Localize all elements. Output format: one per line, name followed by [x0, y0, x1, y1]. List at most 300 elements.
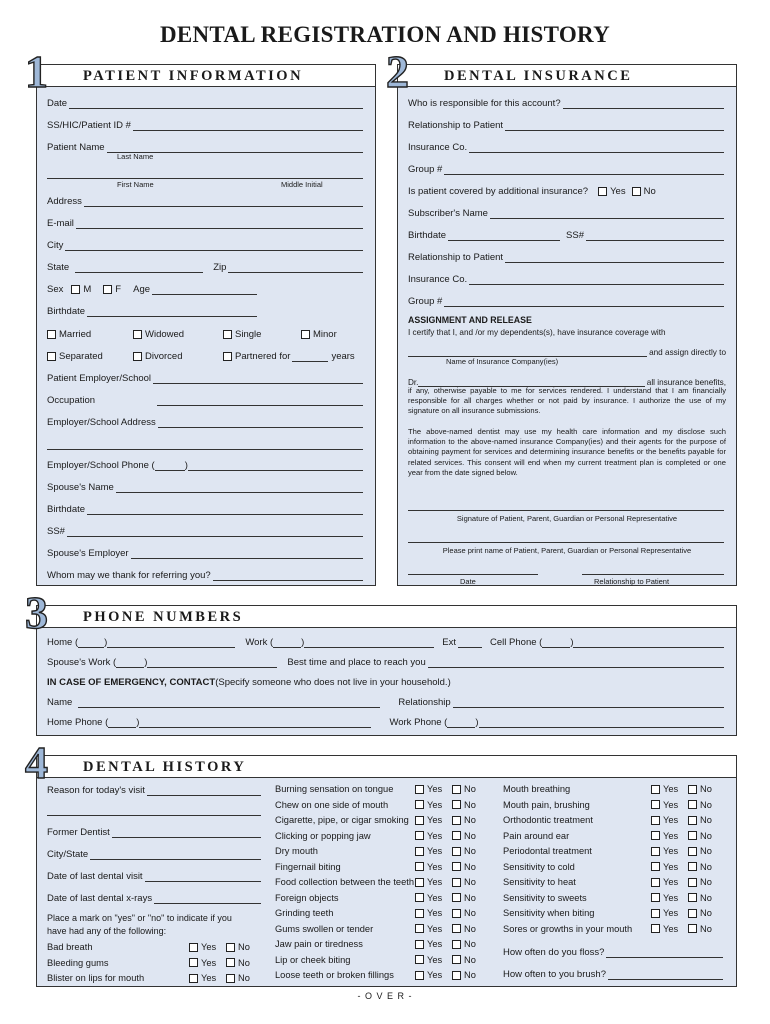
- no-checkbox[interactable]: [688, 831, 697, 840]
- widowed-label: Widowed: [145, 329, 185, 340]
- subscriber-label: Subscriber's Name: [408, 208, 488, 219]
- spouse-work-area-field[interactable]: [116, 658, 144, 668]
- no-checkbox[interactable]: [452, 862, 461, 871]
- no-checkbox[interactable]: [688, 909, 697, 918]
- section-title: PHONE NUMBERS: [83, 609, 244, 625]
- zip-field[interactable]: [228, 263, 363, 273]
- no-label: No: [464, 846, 476, 856]
- certify-text: I certify that I, and /or my dependents(s), have insurance coverage with: [408, 328, 666, 337]
- floss-field[interactable]: [606, 948, 723, 958]
- history-item-label: Gums swollen or tender: [275, 923, 374, 934]
- work-area-field[interactable]: [273, 638, 301, 648]
- city-state-label: City/State: [47, 849, 89, 860]
- paren: ): [104, 637, 108, 648]
- no-label: No: [700, 846, 712, 856]
- reason-field[interactable]: [147, 786, 261, 796]
- yes-label: Yes: [663, 830, 679, 841]
- employer-address-label: Employer/School Address: [47, 417, 156, 428]
- phone-numbers-section: [25, 587, 737, 736]
- city-field[interactable]: [65, 241, 363, 251]
- emergency-relationship-label: Relationship: [398, 697, 451, 708]
- no-label: No: [464, 939, 476, 949]
- sex-label: Sex: [47, 284, 64, 295]
- spouse-work-phone-field[interactable]: [147, 658, 277, 668]
- cell-phone-field[interactable]: [573, 638, 724, 648]
- employer-field[interactable]: [153, 374, 363, 384]
- home-label: Home (: [47, 637, 79, 648]
- emergency-work-phone-label: Work Phone (: [389, 717, 448, 728]
- no-checkbox[interactable]: [226, 974, 235, 983]
- no-checkbox[interactable]: [452, 816, 461, 825]
- yes-label: Yes: [427, 954, 443, 965]
- no-label: No: [700, 815, 712, 825]
- no-checkbox[interactable]: [452, 785, 461, 794]
- yes-checkbox[interactable]: [415, 816, 424, 825]
- relationship2-label: Relationship to Patient: [408, 252, 504, 263]
- last-visit-field[interactable]: [145, 872, 261, 882]
- sign-relationship-field[interactable]: [582, 565, 724, 575]
- instruction-text-2: have had any of the following:: [47, 926, 167, 936]
- yes-label: Yes: [427, 970, 443, 980]
- paren: ): [144, 657, 148, 668]
- print-name-field[interactable]: [408, 533, 724, 543]
- insurance-co-field[interactable]: [469, 143, 724, 153]
- work-phone-field[interactable]: [304, 638, 434, 648]
- paren: ): [301, 637, 305, 648]
- no-checkbox[interactable]: [452, 878, 461, 887]
- employer-label: Patient Employer/School: [47, 373, 152, 384]
- reason-label: Reason for today's visit: [47, 785, 145, 796]
- subscriber-ss-field[interactable]: [586, 231, 724, 241]
- history-item: [275, 860, 489, 874]
- spouse-birthdate-label: Birthdate: [47, 504, 86, 515]
- no-label: No: [700, 830, 712, 841]
- history-item: [503, 875, 725, 889]
- paren: ): [136, 717, 140, 728]
- spouse-ss-label: SS#: [47, 526, 65, 537]
- yes-checkbox[interactable]: [651, 924, 660, 933]
- subscriber-birthdate-field[interactable]: [448, 231, 560, 241]
- referral-field[interactable]: [213, 571, 363, 581]
- date-field[interactable]: [69, 99, 363, 109]
- emergency-name-field[interactable]: [78, 698, 380, 708]
- age-field[interactable]: [152, 285, 257, 295]
- employer-phone-area-field[interactable]: [155, 461, 185, 471]
- email-label: E-mail: [47, 218, 74, 229]
- history-item: [275, 798, 489, 812]
- divorced-checkbox[interactable]: [133, 352, 142, 361]
- no-label: No: [464, 970, 476, 980]
- responsible-field[interactable]: [563, 99, 724, 109]
- last-xrays-label: Date of last dental x-rays: [47, 893, 153, 904]
- middle-initial-caption: Middle Initial: [281, 180, 323, 189]
- separated-label: Separated: [59, 351, 103, 362]
- history-item-label: Blister on lips for mouth: [47, 973, 145, 983]
- yes-checkbox[interactable]: [415, 924, 424, 933]
- referral-label: Whom may we thank for referring you?: [47, 570, 211, 581]
- spouse-birthdate-field[interactable]: [87, 505, 363, 515]
- no-checkbox[interactable]: [452, 909, 461, 918]
- spouse-name-label: Spouse's Name: [47, 482, 114, 493]
- no-checkbox[interactable]: [688, 785, 697, 794]
- group2-field[interactable]: [444, 297, 724, 307]
- spouse-name-field[interactable]: [116, 483, 363, 493]
- first-name-field[interactable]: [47, 169, 363, 179]
- history-item: [275, 875, 489, 889]
- state-field[interactable]: [75, 263, 203, 273]
- history-item-label: Sores or growths in your mouth: [503, 923, 633, 934]
- employer-phone-field[interactable]: [188, 461, 363, 471]
- group-label: Group #: [408, 164, 443, 175]
- address-field[interactable]: [84, 197, 363, 207]
- yes-label: Yes: [427, 830, 443, 841]
- no-checkbox[interactable]: [688, 893, 697, 902]
- insurance-co2-field[interactable]: [469, 275, 724, 285]
- no-label: No: [700, 799, 712, 810]
- emergency-home-area-field[interactable]: [108, 718, 136, 728]
- yes-label: Yes: [663, 877, 679, 887]
- no-label: No: [464, 923, 476, 934]
- no-checkbox[interactable]: [452, 940, 461, 949]
- history-item: [503, 906, 725, 920]
- no-label: No: [643, 186, 656, 197]
- yes-checkbox[interactable]: [415, 878, 424, 887]
- spouse-ss-field[interactable]: [67, 527, 363, 537]
- relationship2-field[interactable]: [505, 253, 724, 263]
- history-item: [503, 844, 725, 858]
- yes-label: Yes: [663, 846, 679, 856]
- section-header: [25, 587, 736, 638]
- single-label: Single: [235, 329, 262, 340]
- instruction-text: Place a mark on "yes" or "no" to indicate if you: [47, 913, 232, 923]
- section-header: [386, 46, 736, 97]
- emergency-work-phone-field[interactable]: [479, 718, 724, 728]
- home-phone-field[interactable]: [107, 638, 235, 648]
- yes-checkbox[interactable]: [189, 974, 198, 983]
- emergency-home-phone-label: Home Phone (: [47, 717, 109, 728]
- section-title: DENTAL INSURANCE: [444, 68, 633, 84]
- yes-label: Yes: [427, 908, 443, 918]
- relationship-field[interactable]: [505, 121, 724, 131]
- sign-date-field[interactable]: [408, 565, 538, 575]
- insurance-co-label: Insurance Co.: [408, 142, 468, 153]
- city-state-field[interactable]: [90, 850, 261, 860]
- responsible-label: Who is responsible for this account?: [408, 98, 561, 109]
- subscriber-birthdate-label: Birthdate: [408, 230, 447, 241]
- partnered-years-field[interactable]: [292, 352, 328, 362]
- history-item: [275, 813, 489, 827]
- history-item: [47, 940, 263, 954]
- history-item-label: Orthodontic treatment: [503, 815, 593, 825]
- no-checkbox[interactable]: [688, 862, 697, 871]
- no-label: No: [464, 815, 476, 825]
- reason-field-2[interactable]: [47, 806, 261, 816]
- history-item-label: Periodontal treatment: [503, 846, 592, 856]
- former-dentist-field[interactable]: [112, 828, 261, 838]
- history-item: [275, 906, 489, 920]
- email-field[interactable]: [76, 219, 363, 229]
- no-label: No: [464, 954, 476, 965]
- emergency-work-area-field[interactable]: [447, 718, 475, 728]
- emergency-name-label: Name: [47, 697, 73, 708]
- insurance-company-field[interactable]: [408, 347, 647, 357]
- section-number: 3: [25, 587, 48, 638]
- history-item-label: Cigarette, pipe, or cigar smoking: [275, 815, 409, 825]
- yes-checkbox[interactable]: [651, 785, 660, 794]
- yes-checkbox[interactable]: [415, 893, 424, 902]
- signature-field[interactable]: [408, 501, 724, 511]
- no-checkbox[interactable]: [688, 924, 697, 933]
- history-item: [275, 953, 489, 967]
- yes-checkbox[interactable]: [415, 847, 424, 856]
- no-label: No: [238, 942, 250, 952]
- history-item: [275, 891, 489, 905]
- history-item: [47, 971, 263, 985]
- history-item-label: Sensitivity to sweets: [503, 892, 587, 903]
- emergency-relationship-field[interactable]: [453, 698, 724, 708]
- birthdate-label: Birthdate: [47, 306, 86, 317]
- history-item-label: Pain around ear: [503, 830, 570, 841]
- yes-label: Yes: [663, 815, 679, 825]
- no-label: No: [700, 861, 712, 872]
- paren: ): [475, 717, 479, 728]
- history-item-label: Bad breath: [47, 942, 93, 952]
- minor-checkbox[interactable]: [301, 330, 310, 339]
- yes-label: Yes: [201, 973, 217, 983]
- no-label: No: [464, 799, 476, 810]
- employer-phone-label: Employer/School Phone (: [47, 460, 155, 471]
- home-area-field[interactable]: [78, 638, 104, 648]
- no-label: No: [700, 892, 712, 903]
- additional-insurance-label: Is patient covered by additional insurance?: [408, 186, 589, 197]
- section-number: 1: [25, 46, 48, 97]
- employer-address-field[interactable]: [158, 418, 363, 428]
- sex-f-checkbox[interactable]: [103, 285, 112, 294]
- no-checkbox[interactable]: [452, 847, 461, 856]
- divorced-label: Divorced: [145, 351, 183, 362]
- city-label: City: [47, 240, 64, 251]
- partnered-checkbox[interactable]: [223, 352, 232, 361]
- yes-checkbox[interactable]: [651, 831, 660, 840]
- history-item: [503, 782, 725, 796]
- last-xrays-field[interactable]: [154, 894, 261, 904]
- date-label: Date: [47, 98, 68, 109]
- no-checkbox[interactable]: [226, 958, 235, 967]
- employer-address-field-2[interactable]: [47, 440, 363, 450]
- date-caption: Date: [460, 577, 476, 586]
- ssid-field[interactable]: [133, 121, 363, 131]
- no-checkbox[interactable]: [688, 800, 697, 809]
- yes-label: Yes: [201, 957, 217, 968]
- history-item: [503, 860, 725, 874]
- spouse-employer-label: Spouse's Employer: [47, 548, 129, 559]
- insurance-co2-label: Insurance Co.: [408, 274, 468, 285]
- occupation-field[interactable]: [157, 396, 363, 406]
- married-label: Married: [59, 329, 92, 340]
- widowed-checkbox[interactable]: [133, 330, 142, 339]
- additional-yes-checkbox[interactable]: [598, 187, 607, 196]
- yes-checkbox[interactable]: [189, 943, 198, 952]
- history-item-label: Loose teeth or broken fillings: [275, 970, 394, 980]
- no-checkbox[interactable]: [452, 971, 461, 980]
- no-checkbox[interactable]: [452, 831, 461, 840]
- history-item: [503, 813, 725, 827]
- relationship-caption: Relationship to Patient: [594, 577, 670, 586]
- work-label: Work (: [245, 637, 274, 648]
- yes-checkbox[interactable]: [415, 800, 424, 809]
- employer-phone-paren: ): [184, 460, 188, 471]
- yes-checkbox[interactable]: [651, 909, 660, 918]
- spouse-work-label: Spouse's Work (: [47, 657, 117, 668]
- yes-checkbox[interactable]: [415, 785, 424, 794]
- history-item-label: Food collection between the teeth: [275, 877, 415, 887]
- brush-label: How often to you brush?: [503, 969, 606, 980]
- yes-checkbox[interactable]: [651, 878, 660, 887]
- section-header: [25, 737, 736, 788]
- relationship-label: Relationship to Patient: [408, 120, 504, 131]
- no-checkbox[interactable]: [452, 955, 461, 964]
- no-checkbox[interactable]: [452, 924, 461, 933]
- no-checkbox[interactable]: [688, 847, 697, 856]
- yes-checkbox[interactable]: [415, 831, 424, 840]
- spouse-employer-field[interactable]: [131, 549, 363, 559]
- years-label: years: [331, 351, 355, 362]
- subscriber-ss-label: SS#: [566, 230, 584, 241]
- emergency-heading: IN CASE OF EMERGENCY, CONTACT: [47, 677, 216, 688]
- yes-checkbox[interactable]: [651, 847, 660, 856]
- yes-label: Yes: [427, 877, 443, 887]
- yes-label: Yes: [427, 799, 443, 810]
- no-checkbox[interactable]: [688, 878, 697, 887]
- history-item-label: Jaw pain or tiredness: [275, 939, 363, 949]
- history-item-label: Sensitivity to heat: [503, 877, 576, 887]
- dental-history-section: [25, 737, 737, 987]
- yes-label: Yes: [663, 784, 679, 794]
- yes-label: Yes: [427, 892, 443, 903]
- additional-no-checkbox[interactable]: [632, 187, 641, 196]
- yes-checkbox[interactable]: [651, 893, 660, 902]
- history-item-label: Fingernail biting: [275, 861, 341, 872]
- married-checkbox[interactable]: [47, 330, 56, 339]
- floss-label: How often do you floss?: [503, 947, 605, 958]
- history-item: [275, 937, 489, 951]
- ext-label: Ext: [442, 637, 457, 648]
- zip-label: Zip: [213, 262, 227, 273]
- no-label: No: [700, 923, 712, 934]
- no-label: No: [700, 877, 712, 887]
- consent-text: The above-named dentist may use my health care information and my disclose such information to the above-named insurance Company(ies) and their agents for the purpose of obtaining payment for services and determining insurance benefits or the benefits payable for related services. This consent will end when my current treatment plan is completed or one year from the date signed below.: [408, 427, 726, 477]
- no-label: No: [464, 784, 476, 794]
- single-checkbox[interactable]: [223, 330, 232, 339]
- section-number: 2: [386, 46, 409, 97]
- yes-label: Yes: [663, 861, 679, 872]
- assignment-heading: ASSIGNMENT AND RELEASE: [408, 315, 532, 325]
- yes-label: Yes: [663, 923, 679, 934]
- state-label: State: [47, 262, 70, 273]
- history-item: [503, 922, 725, 936]
- first-name-caption: First Name: [117, 180, 154, 189]
- yes-label: Yes: [427, 815, 443, 825]
- former-dentist-label: Former Dentist: [47, 827, 110, 838]
- yes-checkbox[interactable]: [651, 816, 660, 825]
- yes-checkbox[interactable]: [415, 955, 424, 964]
- sex-m-checkbox[interactable]: [71, 285, 80, 294]
- no-checkbox[interactable]: [688, 816, 697, 825]
- yes-label: Yes: [663, 908, 679, 918]
- birthdate-field[interactable]: [87, 307, 257, 317]
- history-item-label: Mouth pain, brushing: [503, 799, 590, 810]
- history-item-label: Dry mouth: [275, 846, 318, 856]
- yes-label: Yes: [663, 799, 679, 810]
- history-item-label: Lip or cheek biting: [275, 954, 351, 965]
- history-item: [275, 844, 489, 858]
- signature-caption: Signature of Patient, Parent, Guardian or Personal Representative: [456, 514, 678, 523]
- yes-label: Yes: [610, 186, 626, 197]
- no-label: No: [700, 908, 712, 918]
- section-header: [25, 46, 375, 97]
- section-title: PATIENT INFORMATION: [83, 68, 304, 84]
- history-item: [275, 968, 489, 982]
- dental-insurance-section: [386, 46, 737, 586]
- yes-label: Yes: [663, 892, 679, 903]
- company-caption: Name of Insurance Company(ies): [446, 357, 559, 366]
- history-item-label: Clicking or popping jaw: [275, 830, 371, 841]
- history-item: [503, 798, 725, 812]
- address-label: Address: [47, 196, 82, 207]
- minor-label: Minor: [313, 329, 337, 340]
- history-item-label: Mouth breathing: [503, 784, 571, 794]
- no-label: No: [700, 784, 712, 794]
- sex-f-label: F: [115, 284, 122, 295]
- patient-name-label: Patient Name: [47, 142, 105, 153]
- age-label: Age: [133, 284, 151, 295]
- yes-checkbox[interactable]: [415, 909, 424, 918]
- patient-information-section: [25, 46, 376, 586]
- benefits-text: all insurance benefits,: [646, 378, 726, 387]
- partnered-label: Partnered for: [235, 351, 291, 362]
- history-item: [275, 782, 489, 796]
- cell-label: Cell Phone (: [490, 637, 543, 648]
- yes-checkbox[interactable]: [189, 958, 198, 967]
- separated-checkbox[interactable]: [47, 352, 56, 361]
- page-title: DENTAL REGISTRATION AND HISTORY: [159, 22, 611, 47]
- history-item-label: Grinding teeth: [275, 908, 334, 918]
- no-checkbox[interactable]: [452, 893, 461, 902]
- subscriber-field[interactable]: [490, 209, 724, 219]
- yes-checkbox[interactable]: [415, 971, 424, 980]
- yes-checkbox[interactable]: [651, 862, 660, 871]
- no-checkbox[interactable]: [226, 943, 235, 952]
- emergency-home-phone-field[interactable]: [139, 718, 371, 728]
- best-time-field[interactable]: [428, 658, 724, 668]
- yes-checkbox[interactable]: [415, 940, 424, 949]
- yes-label: Yes: [201, 942, 217, 952]
- dr-label: Dr.: [408, 378, 419, 387]
- sex-m-label: M: [83, 284, 92, 295]
- group-field[interactable]: [444, 165, 724, 175]
- assign-text: and assign directly to: [649, 348, 726, 357]
- yes-checkbox[interactable]: [651, 800, 660, 809]
- ext-field[interactable]: [458, 638, 482, 648]
- paren: ): [570, 637, 574, 648]
- over-footer: - O V E R -: [357, 991, 413, 1001]
- no-checkbox[interactable]: [452, 800, 461, 809]
- cell-area-field[interactable]: [542, 638, 570, 648]
- brush-field[interactable]: [608, 970, 723, 980]
- no-label: No: [464, 908, 476, 918]
- history-item: [275, 829, 489, 843]
- yes-checkbox[interactable]: [415, 862, 424, 871]
